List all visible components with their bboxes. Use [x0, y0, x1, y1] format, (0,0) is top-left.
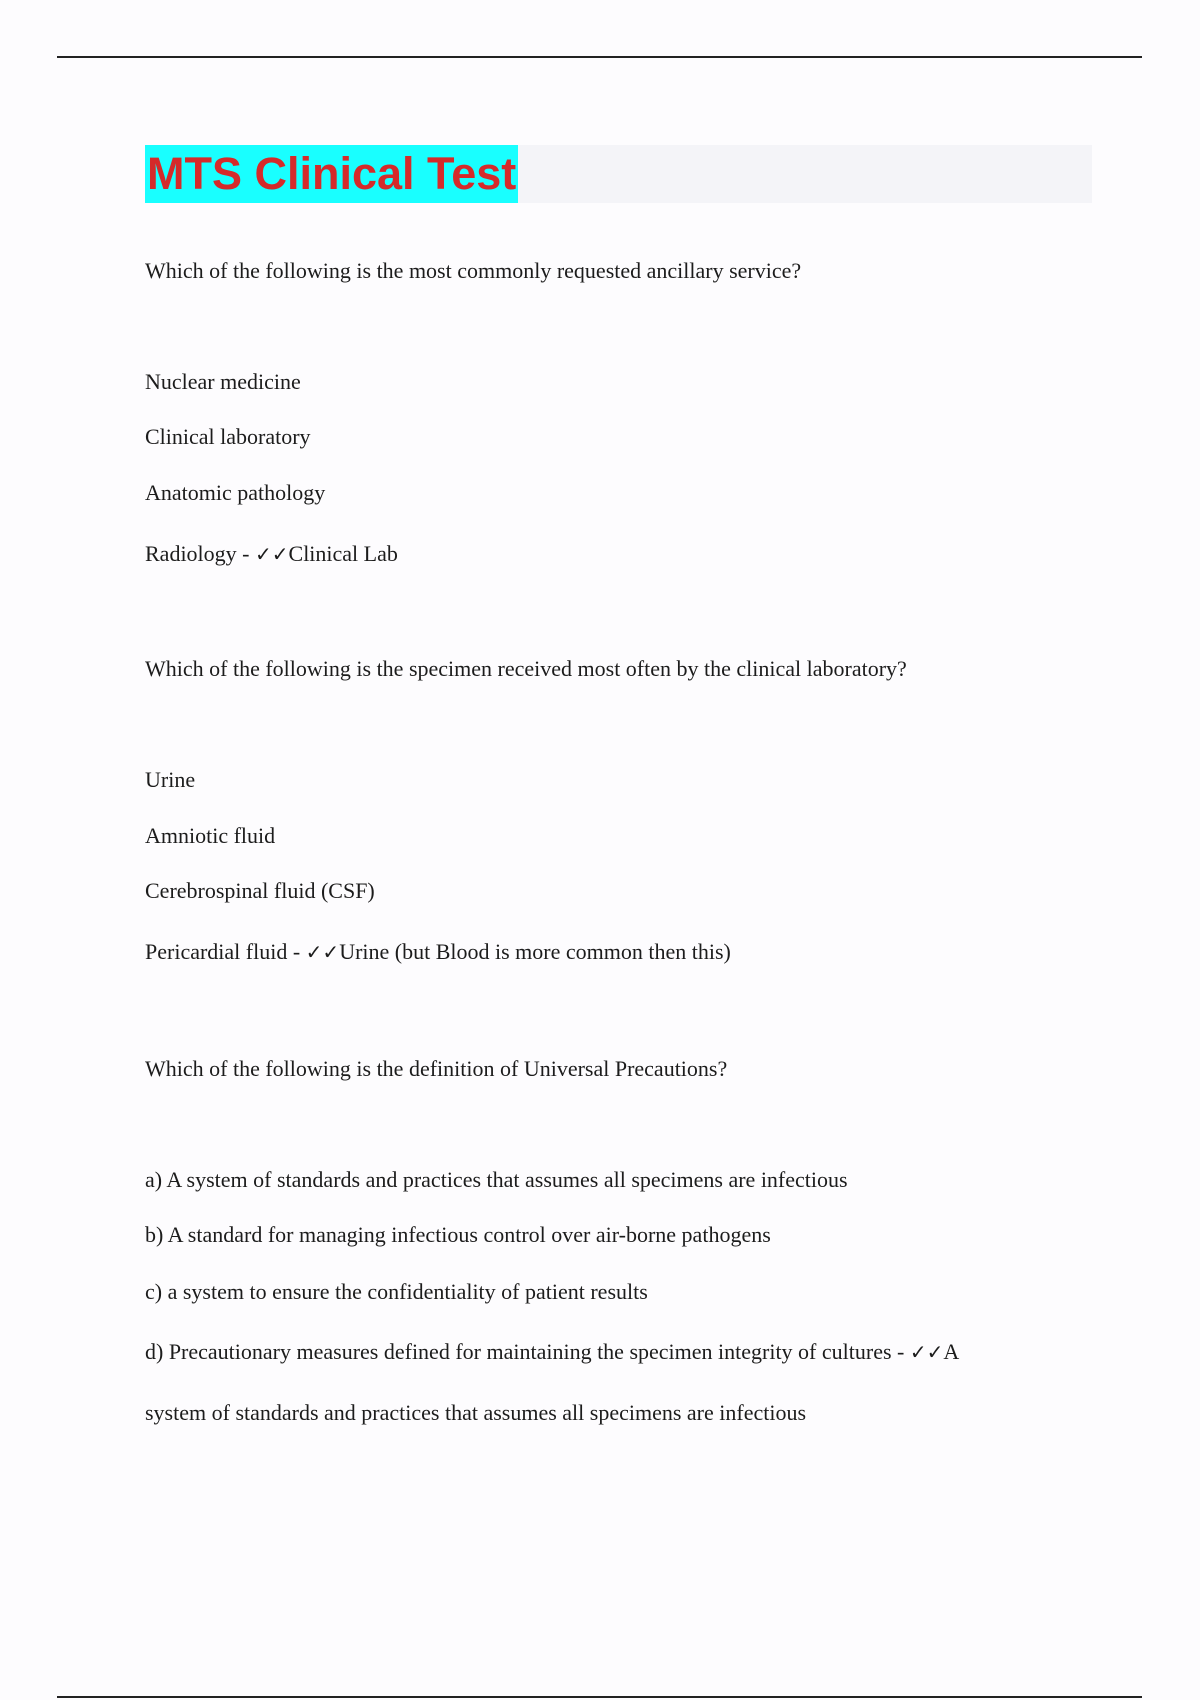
check-mark-icon: ✓✓ [305, 940, 340, 964]
question-3-option-c: c) a system to ensure the confidentiality of patient results [145, 1279, 648, 1304]
question-2-option-3: Cerebrospinal fluid (CSF) [145, 878, 375, 903]
question-3-option-d-with-answer [145, 1338, 959, 1366]
question-3-answer-continued: system of standards and practices that assumes all specimens are infectious [145, 1400, 807, 1425]
question-2-option-2: Amniotic fluid [145, 823, 276, 848]
question-1-answer: Clinical Lab [288, 541, 398, 566]
document-title: MTS Clinical Test [145, 145, 518, 203]
question-1-option-4-with-answer [145, 540, 398, 568]
check-mark-icon: ✓✓ [255, 542, 289, 566]
question-3-option-b: b) A standard for managing infectious control over air-borne pathogens [145, 1222, 771, 1247]
top-rule [57, 56, 1142, 58]
question-2-option-1: Urine [145, 767, 196, 792]
question-3-answer: A [943, 1339, 960, 1364]
question-3-option-d: d) Precautionary measures defined for maintaining the specimen integrity of cultures - [145, 1339, 910, 1364]
question-1-option-1: Nuclear medicine [145, 369, 301, 394]
bottom-rule [57, 1696, 1142, 1698]
question-2-option-4: Pericardial fluid - [145, 939, 306, 964]
question-1-option-3: Anatomic pathology [145, 480, 326, 505]
question-2-option-4-with-answer [145, 938, 731, 966]
question-3-option-a: a) A system of standards and practices that assumes all specimens are infectious [145, 1167, 848, 1192]
question-2-answer: Urine (but Blood is more common then this) [339, 939, 731, 964]
check-mark-icon: ✓✓ [909, 1340, 944, 1364]
question-3-prompt: Which of the following is the definition of Universal Precautions? [145, 1056, 728, 1081]
question-1-option-2: Clinical laboratory [145, 424, 311, 449]
question-1-option-4: Radiology - [145, 541, 255, 566]
question-2-prompt: Which of the following is the specimen received most often by the clinical laboratory? [145, 656, 907, 681]
question-1-prompt: Which of the following is the most commonly requested ancillary service? [145, 258, 802, 283]
